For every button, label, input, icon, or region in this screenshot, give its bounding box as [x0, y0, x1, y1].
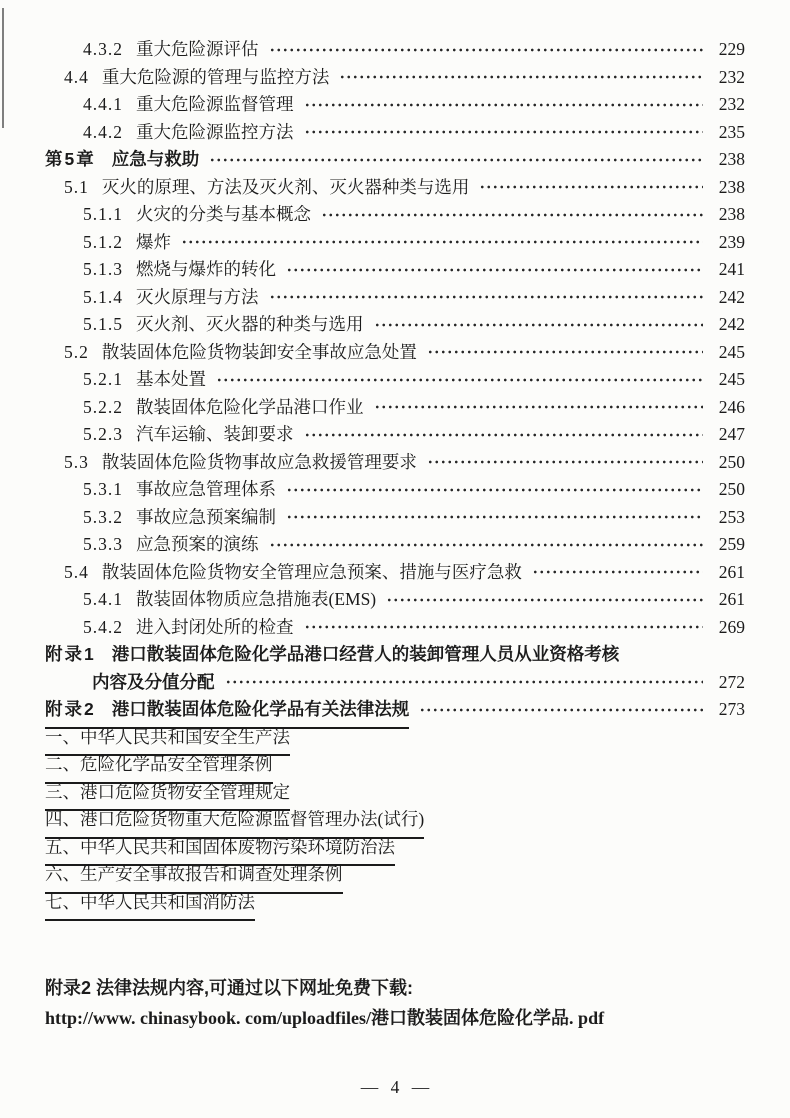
- entry-number: 5.1.3: [83, 259, 123, 279]
- entry-page-number: 245: [718, 341, 745, 362]
- entry-title: 重大危险源评估: [136, 39, 259, 59]
- toc-entry: [45, 861, 745, 889]
- entry-page-number: 261: [718, 589, 745, 609]
- dot-leader: [269, 43, 704, 57]
- entry-title: 六、生产安全事故报告和调查处理条例: [45, 861, 343, 894]
- entry-page-number: 273: [718, 699, 745, 719]
- entry-title: 内容及分值分配: [92, 671, 215, 692]
- toc-entry: [45, 614, 745, 642]
- toc-entry: [45, 64, 745, 92]
- toc-entry: [45, 559, 745, 587]
- dot-leader: [304, 620, 704, 634]
- toc-entry: [45, 91, 745, 119]
- entry-number: 5.1.4: [83, 286, 123, 307]
- entry-number: 5.3.2: [83, 506, 123, 527]
- entry-title: 事故应急管理体系: [136, 479, 276, 499]
- download-url: http://www. chinasybook. com/uploadfiles/港口散装固体危险化学品. pdf: [45, 1008, 605, 1028]
- toc-entry: [45, 339, 745, 367]
- entry-page-number: 238: [718, 149, 745, 169]
- entry-number: 5.4.2: [83, 616, 123, 637]
- dot-leader: [269, 538, 704, 552]
- toc-entry: [45, 229, 745, 257]
- entry-title: 港口散装固体危险化学品港口经营人的装卸管理人员从业资格考核: [111, 644, 620, 664]
- scan-edge-artifact: [2, 8, 4, 128]
- toc-entry: [45, 36, 745, 64]
- entry-title: 散装固体危险货物安全管理应急预案、措施与医疗急救: [101, 561, 522, 582]
- entry-page-number: 245: [718, 369, 745, 389]
- entry-title: 灭火原理与方法: [136, 286, 259, 307]
- entry-number: 5.2.1: [83, 369, 123, 389]
- entry-page-number: 242: [718, 314, 745, 334]
- entry-number: 4.4.2: [83, 121, 123, 142]
- entry-page-number: 259: [718, 534, 745, 554]
- dot-leader: [532, 565, 703, 579]
- dot-leader: [269, 290, 704, 304]
- dot-leader: [321, 208, 703, 222]
- dot-leader: [374, 400, 704, 414]
- entry-page-number: 253: [718, 506, 745, 527]
- toc-entry: [45, 284, 745, 312]
- entry-title: 散装固体危险化学品港口作业: [136, 396, 364, 417]
- entry-title: 汽车运输、装卸要求: [136, 424, 294, 444]
- entry-page-number: 238: [718, 176, 745, 197]
- toc-entry: [45, 449, 745, 477]
- dot-leader: [304, 125, 704, 139]
- entry-number: 4.4: [64, 66, 89, 87]
- dot-leader: [427, 345, 703, 359]
- dot-leader: [419, 703, 703, 717]
- entry-title: 重大危险源监控方法: [136, 121, 294, 142]
- entry-page-number: 232: [718, 66, 745, 87]
- entry-title: 重大危险源监督管理: [136, 94, 294, 114]
- toc-entry: [45, 669, 745, 697]
- entry-number: 5.4.1: [83, 589, 123, 609]
- dot-leader: [216, 373, 703, 387]
- entry-title: 五、中华人民共和国固体废物污染环境防治法: [45, 834, 395, 867]
- entry-title: 三、港口危险货物安全管理规定: [45, 779, 290, 812]
- entry-title: 二、危险化学品安全管理条例: [45, 751, 273, 784]
- entry-title: 灭火剂、灭火器的种类与选用: [136, 314, 364, 334]
- entry-number: 5.3.1: [83, 479, 123, 499]
- entry-number: 5.2.3: [83, 424, 123, 444]
- dot-leader: [286, 263, 703, 277]
- dot-leader: [304, 98, 704, 112]
- toc-entry: [45, 751, 745, 779]
- toc-entry: [45, 889, 745, 917]
- entry-title: 七、中华人民共和国消防法: [45, 889, 255, 922]
- entry-page-number: 261: [718, 561, 745, 582]
- toc-entry: [45, 421, 745, 449]
- dot-leader: [374, 318, 704, 332]
- dot-leader: [339, 70, 703, 84]
- entry-page-number: 247: [718, 424, 745, 444]
- dot-leader: [386, 593, 703, 607]
- entry-number: 5.1: [64, 176, 89, 197]
- entry-title: 散装固体危险货物事故应急救援管理要求: [101, 451, 417, 472]
- toc-entry: [45, 586, 745, 614]
- entry-number: 5.3.3: [83, 534, 123, 554]
- toc-entry: [45, 531, 745, 559]
- download-note-text: 附录2 法律法规内容,可通过以下网址免费下载:: [45, 978, 414, 998]
- toc-entry: [45, 119, 745, 147]
- toc-entry: [45, 779, 745, 807]
- entry-number: 附录1: [45, 644, 96, 664]
- toc-entry: [45, 476, 745, 504]
- toc-entry: [45, 311, 745, 339]
- toc-entry: [45, 201, 745, 229]
- toc-entry: [45, 696, 745, 724]
- entry-number: 附录2: [45, 699, 96, 719]
- toc-entry: [45, 174, 745, 202]
- entry-page-number: 272: [718, 671, 745, 692]
- entry-page-number: 235: [718, 121, 745, 142]
- entry-number: 第5章: [45, 149, 96, 169]
- dot-leader: [304, 428, 704, 442]
- toc-entry: [45, 806, 745, 834]
- download-note: [45, 973, 745, 1033]
- entry-title: 灭火的原理、方法及灭火剂、灭火器种类与选用: [101, 176, 470, 197]
- entry-number: 5.1.5: [83, 314, 123, 334]
- entry-number: 4.3.2: [83, 39, 123, 59]
- entry-title: 港口散装固体危险化学品有关法律法规: [111, 699, 410, 719]
- entry-page-number: 241: [718, 259, 745, 279]
- entry-title: 燃烧与爆炸的转化: [136, 259, 276, 279]
- dot-leader: [181, 235, 703, 249]
- entry-page-number: 246: [718, 396, 745, 417]
- footer-page-number: — 4 —: [360, 1077, 430, 1097]
- entry-title: 应急与救助: [111, 149, 200, 169]
- toc-entry: [45, 256, 745, 284]
- entry-number: 4.4.1: [83, 94, 123, 114]
- toc-entry: [45, 504, 745, 532]
- entry-page-number: 229: [718, 39, 745, 59]
- toc-entry: [45, 366, 745, 394]
- entry-number: 5.2.2: [83, 396, 123, 417]
- dot-leader: [209, 153, 703, 167]
- entry-page-number: 269: [718, 616, 745, 637]
- entry-title: 应急预案的演练: [136, 534, 259, 554]
- entry-number: 5.3: [64, 451, 89, 472]
- entry-page-number: 242: [718, 286, 745, 307]
- dot-leader: [427, 455, 703, 469]
- dot-leader: [225, 675, 704, 689]
- entry-title: 散装固体危险货物装卸安全事故应急处置: [101, 341, 417, 362]
- entry-page-number: 250: [718, 479, 745, 499]
- entry-title: 一、中华人民共和国安全生产法: [45, 724, 290, 757]
- entry-page-number: 232: [718, 94, 745, 114]
- entry-page-number: 250: [718, 451, 745, 472]
- page-footer: [0, 1074, 790, 1100]
- entry-number: 5.2: [64, 341, 89, 362]
- dot-leader: [286, 510, 703, 524]
- toc-entry: [45, 641, 745, 669]
- entry-title: 爆炸: [136, 231, 171, 252]
- entry-number: 5.1.2: [83, 231, 123, 252]
- entry-title: 散装固体物质应急措施表(EMS): [136, 589, 377, 609]
- entry-title: 进入封闭处所的检查: [136, 616, 294, 637]
- dot-leader: [479, 180, 703, 194]
- entry-number: 5.1.1: [83, 204, 123, 224]
- entry-page-number: 239: [718, 231, 745, 252]
- entry-title: 重大危险源的管理与监控方法: [101, 66, 330, 87]
- toc-list: [45, 36, 745, 916]
- entry-title: 基本处置: [136, 369, 206, 389]
- dot-leader: [286, 483, 703, 497]
- entry-title: 事故应急预案编制: [136, 506, 276, 527]
- entry-title: 火灾的分类与基本概念: [136, 204, 311, 224]
- toc-entry: [45, 394, 745, 422]
- entry-page-number: 238: [718, 204, 745, 224]
- entry-number: 5.4: [64, 561, 89, 582]
- toc-entry: [45, 146, 745, 174]
- entry-title: 四、港口危险货物重大危险源监督管理办法(试行): [45, 806, 424, 839]
